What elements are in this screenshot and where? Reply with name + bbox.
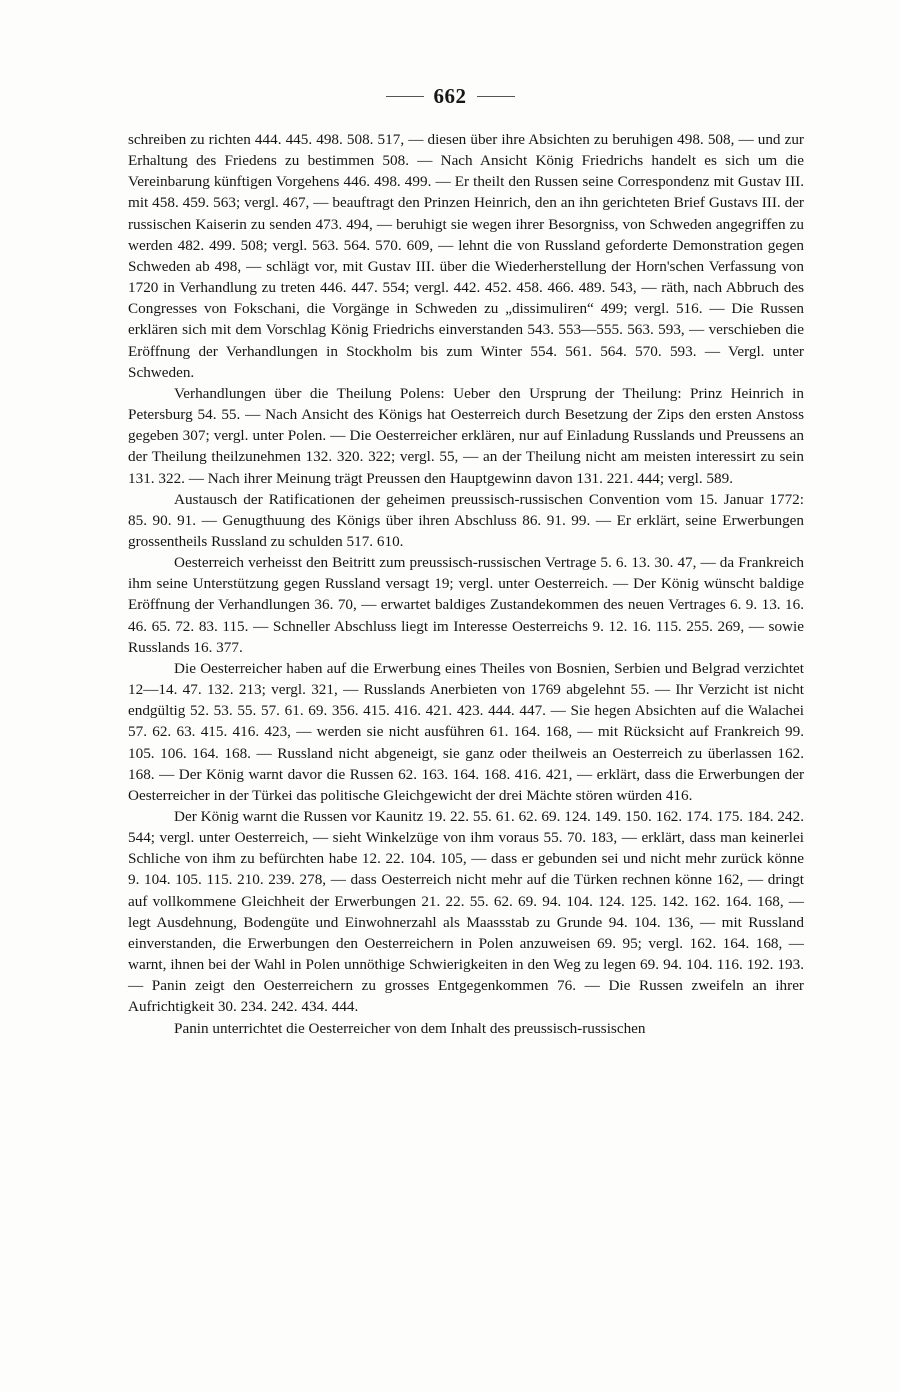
paragraph-kaunitz-warnung: Der König warnt die Russen vor Kaunitz 19. 22. 55. 61. 62. 69. 124. 149. 150. 162. 174. 175. 184. 242. 544; vergl. unter Oesterreich, — sieht Winkelzüge von ihm voraus 55. 70. 183, — erklärt, dass man keinerlei Schliche von ihm zu befürchten habe 12. 22. 104. 105, — dass er gebunden sei und nicht mehr zurück könne 9. 104. 105. 115. 210. 239. 278, — dass Oesterreich nicht mehr auf die Türken rechnen könne 162, — dringt auf vollkommene Gleichheit der Erwerbungen 21. 22. 55. 62. 69. 94. 104. 124. 125. 142. 162. 164. 168, — legt Ausdehnung, Bodengüte und Einwohnerzahl als Maassstab zu Grunde 94. 104. 136, — mit Russland einverstanden, die Erwerbungen den Oesterreichern in Polen anzuweisen 69. 95; vergl. 162. 164. 168, — warnt, ihnen bei der Wahl in Polen unnöthige Schwierigkeiten in den Weg zu legen 69. 94. 104. 116. 192. 193. — Panin zeigt den Oesterreichern zu grosses Entgegenkommen 76. — Die Russen zweifeln an ihrer Aufrichtigkeit 30. 234. 242. 434. 444. [128,808,804,1016]
paragraph-panin: Panin unterrichtet die Oesterreicher von dem Inhalt des preussisch-russischen [174,1019,646,1037]
paragraph-ratificationen: Austausch der Ratificationen der geheimen preussisch-russischen Convention vom 15. Januar 1772: 85. 90. 91. — Genugthuung des Königs über ihren Abschluss 86. 91. 99. — Er erklärt, seine Erwerbungen grossentheils Russland zu schulden 517. 610. [128,490,804,550]
header-rule-right [477,96,515,97]
header-rule-left [386,96,424,97]
paragraph-continuation: schreiben zu richten 444. 445. 498. 508. 517, — diesen über ihre Absichten zu beruhigen 498. 508, — und zur Erhaltung des Friedens zu bestimmen 508. — Nach Ansicht König Friedrichs handelt es sich um die Vereinbarung künftigen Vorgehens 446. 498. 499. — Er theilt den Russen seine Correspondenz mit Gustav III. mit 458. 459. 563; vergl. 467, — beauftragt den Prinzen Heinrich, den an ihn gerichteten Brief Gustavs III. der russischen Kaiserin zu senden 473. 494, — beruhigt sie wegen ihrer Besorgniss, von Schweden angegriffen zu werden 482. 499. 508; vergl. 563. 564. 570. 609, — lehnt die von Russland geforderte Demonstration gegen Schweden ab 498, — schlägt vor, mit Gustav III. über die Wiederherstellung der Horn'schen Verfassung von 1720 in Verhandlung zu treten 446. 447. 554; vergl. 442. 452. 458. 466. 489. 543, — räth, nach Abbruch des Congresses von Fokschani, die Vorgänge in Schweden zu „dissimuliren“ 499; vergl. 516. — Die Russen erklären sich mit dem Vorschlag König Friedrichs einverstanden 543. 553—555. 563. 593, — verschieben die Eröffnung der Verhandlungen in Stockholm bis zum Winter 554. 561. 564. 570. 593. — Vergl. unter Schweden. [128,131,804,381]
page-number: 662 [433,84,467,108]
paragraph-beitritt-oesterreich: Oesterreich verheisst den Beitritt zum preussisch-russischen Vertrage 5. 6. 13. 30. 47, — da Frankreich ihm seine Unterstützung gegen Russland versagt 19; vergl. unter Oesterreich. — Der König wünscht baldige Eröffnung der Verhandlungen 36. 70, — erwartet baldiges Zustandekommen des neuen Vertrages 6. 9. 13. 16. 46. 65. 72. 83. 115. — Schneller Abschluss liegt im Interesse Oesterreichs 9. 12. 16. 115. 255. 269, — sowie Russlands 16. 377. [128,554,804,656]
paragraph-theilung-polens: Verhandlungen über die Theilung Polens: Ueber den Ursprung der Theilung: Prinz Heinrich in Petersburg 54. 55. — Nach Ansicht des Königs hat Oesterreich durch Besetzung der Zips den ersten Anstoss gegeben 307; vergl. unter Polen. — Die Oesterreicher erklären, nur auf Einladung Russlands und Preussens an der Theilung theilzunehmen 132. 320. 322; vergl. 55, — an der Theilung nicht am meisten interessirt zu sein 131. 322. — Nach ihrer Meinung trägt Preussen den Hauptgewinn davon 131. 221. 444; vergl. 589. [128,384,804,487]
paragraph-bosnien-serbien: Die Oesterreicher haben auf die Erwerbung eines Theiles von Bosnien, Serbien und Belgrad verzichtet 12—14. 47. 132. 213; vergl. 321, — Russlands Anerbieten von 1769 abgelehnt 55. — Ihr Verzicht ist nicht endgültig 52. 53. 55. 57. 61. 69. 356. 415. 416. 421. 423. 444. 447. — Sie hegen Absichten auf die Walachei 57. 62. 63. 415. 416. 423, — werden sie nicht ausführen 61. 164. 168, — mit Rücksicht auf Frankreich 99. 105. 106. 164. 168. — Russland nicht abgeneigt, sie ganz oder theilweis an Oesterreich zu überlassen 162. 168. — Der König warnt davor die Russen 62. 163. 164. 168. 416. 421, — erklärt, dass die Erwerbungen der Oesterreicher in der Türkei das politische Gleichgewicht der drei Mächte stören würden 416. [128,659,804,804]
page-header [0,84,900,109]
index-body [128,129,804,1039]
